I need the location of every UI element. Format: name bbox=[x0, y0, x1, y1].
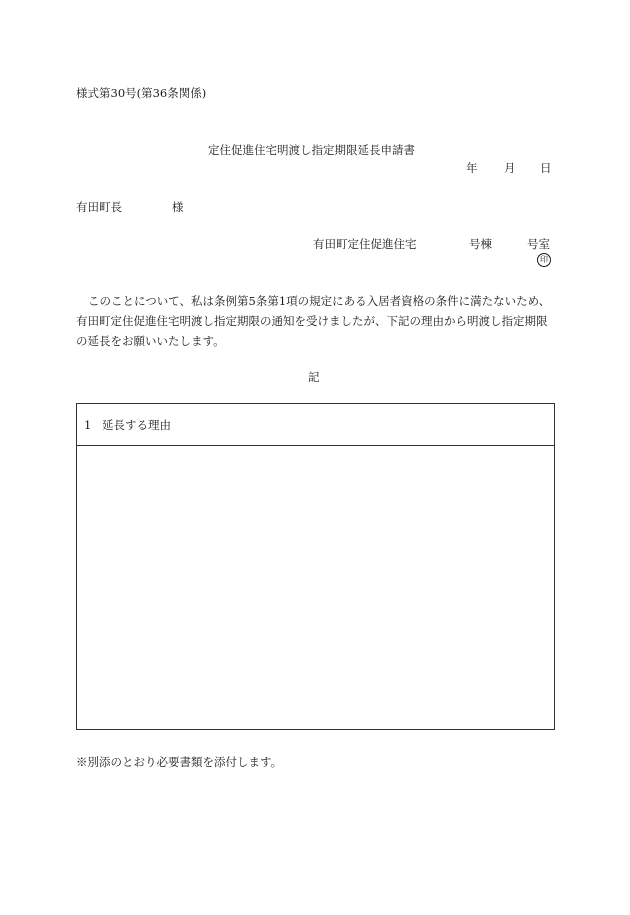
ki-heading: 記 bbox=[308, 370, 320, 384]
date-day-label: 日 bbox=[540, 161, 552, 175]
applicant-residence-line bbox=[313, 236, 550, 252]
reason-header bbox=[77, 404, 554, 446]
seal-mark: 印 bbox=[537, 253, 551, 267]
form-number: 様式第30号(第36条関係) bbox=[76, 86, 207, 100]
reason-section bbox=[76, 403, 555, 730]
date-year-label: 年 bbox=[466, 161, 478, 175]
request-body-text: このことについて、私は条例第5条第1項の規定にある入居者資格の条件に満たないため、有田町定住促進住宅明渡し指定期限の通知を受けましたが、下記の理由から明渡し指定期限の延長をお願いいたします。 bbox=[76, 294, 551, 348]
addressee-line bbox=[76, 199, 184, 215]
reason-label: 延長する理由 bbox=[102, 417, 171, 432]
residence-name: 有田町定住促進住宅 bbox=[313, 237, 417, 251]
date-line bbox=[466, 160, 552, 176]
reason-number: 1 bbox=[84, 417, 92, 432]
addressee-honorific: 様 bbox=[172, 200, 184, 214]
addressee-name: 有田町長 bbox=[76, 200, 122, 214]
reason-input-area[interactable] bbox=[77, 446, 554, 729]
attachment-note: ※別添のとおり必要書類を添付します。 bbox=[76, 755, 283, 769]
date-month-label: 月 bbox=[504, 161, 516, 175]
room-number-label: 号室 bbox=[527, 237, 550, 251]
building-number-label: 号棟 bbox=[469, 237, 492, 251]
document-title: 定住促進住宅明渡し指定期限延長申請書 bbox=[208, 143, 415, 157]
